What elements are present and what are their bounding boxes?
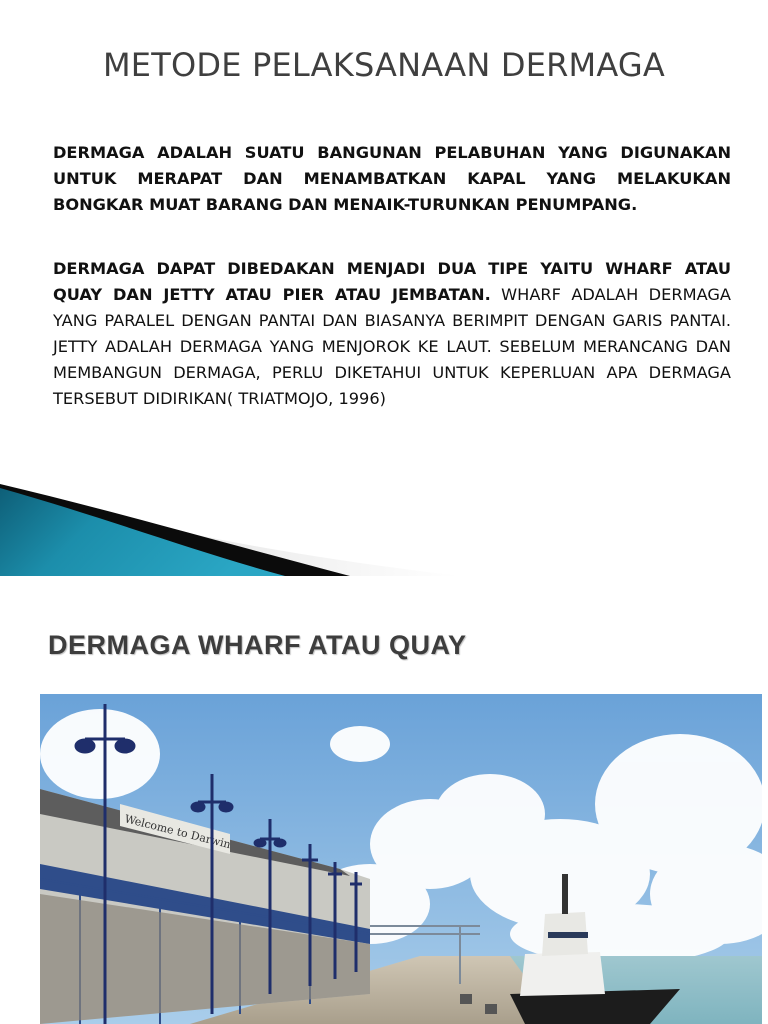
paragraph-types-bold: DERMAGA DAPAT DIBEDAKAN MENJADI DUA TIPE YAITU WHARF ATAU QUAY DAN JETTY ATAU PIER ATAU JEMBATAN. [53,259,731,304]
slide-title: METODE PELAKSANAAN DERMAGA [103,46,665,84]
paragraph-definition: DERMAGA ADALAH SUATU BANGUNAN PELABUHAN YANG DIGUNAKAN UNTUK MERAPAT DAN MENAMBATKAN KAPAL YANG MELAKUKAN BONGKAR MUAT BARANG DAN MENAIK-TURUNKAN PENUMPANG. [53,143,731,214]
slide-2-title: DERMAGA WHARF ATAU QUAY [48,630,467,660]
photo-sign-text: Welcome to Darwin [123,812,233,852]
paragraph-types [53,256,731,412]
paragraph-types-rest: WHARF ADALAH DERMAGA YANG PARALEL DENGAN PANTAI DAN BIASANYA BERIMPIT DENGAN GARIS PANTAI. JETTY ADALAH DERMAGA YANG MENJOROK KE LAUT. SEBELUM MERANCANG DAN MEMBANGUN DERMAGA, PERLU DIKETAHUI UNTUK KEPERLUAN APA DERMAGA TERSEBUT DIDIRIKAN( TRIATMOJO, 1996) [53,285,731,408]
wharf-photo [40,694,762,1024]
decorative-swoosh [0,480,460,576]
slide-2 [0,576,768,1024]
